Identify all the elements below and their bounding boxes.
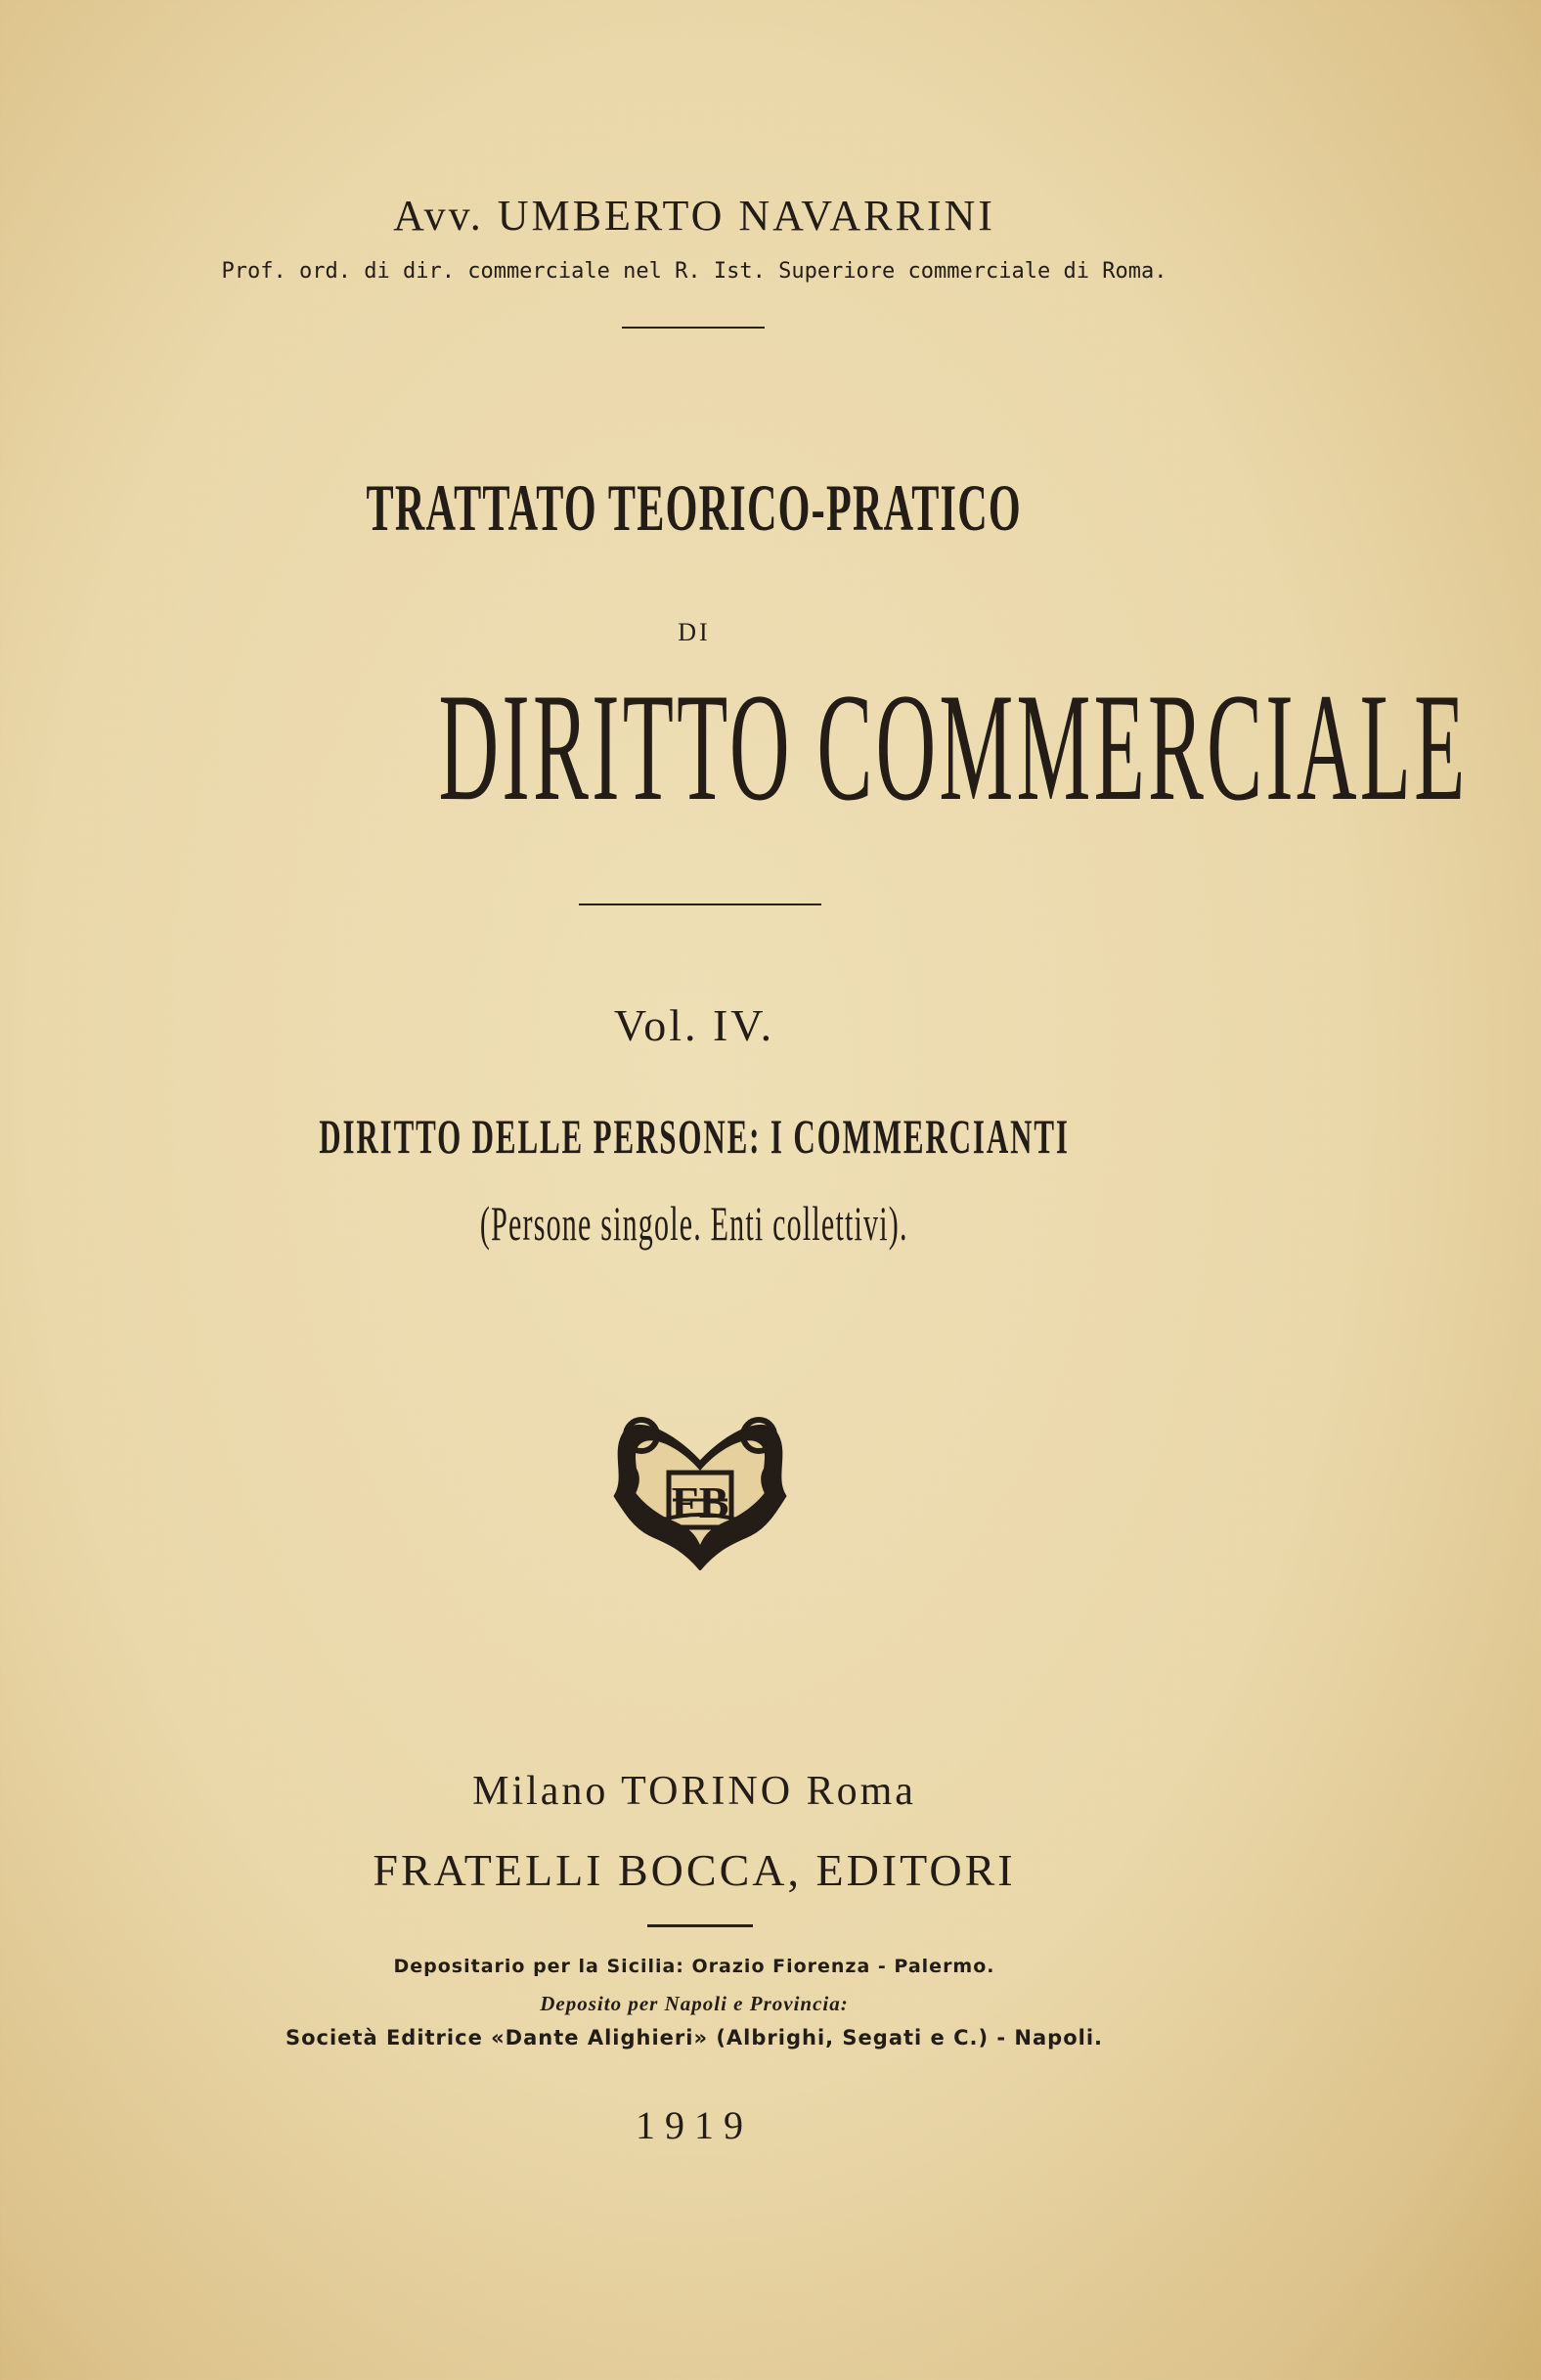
title-connector: DI — [678, 618, 711, 646]
imprint-deposito-heading: Deposito per Napoli e Provincia: — [540, 1992, 849, 2015]
volume-subtitle-parenthetical — [0, 1195, 1388, 1252]
volume-subtitle — [0, 1108, 1388, 1165]
volume-subtitle-text: DIRITTO DELLE PERSONE: I COMMERCIANTI — [319, 1109, 1070, 1164]
author-line — [0, 191, 1388, 241]
printers-device-emblem-icon — [604, 1402, 796, 1570]
imprint-depositario: Depositario per la Sicilia: Orazio Fiorenza - Palermo. — [393, 1956, 995, 1977]
author-affiliation: Prof. ord. di dir. commerciale nel R. Ist. Superiore commerciale di Roma. — [221, 259, 1167, 284]
author-prefix: Avv. — [393, 192, 484, 240]
imprint-cities: Milano TORINO Roma — [472, 1769, 916, 1814]
imprint-deposito-detail: Società Editrice «Dante Alighieri» (Albrighi, Segati e C.) - Napoli. — [285, 2026, 1104, 2049]
divider-rule — [647, 1924, 753, 1927]
volume-subtitle-parenthetical-text: (Persone singole. Enti collettivi). — [480, 1196, 908, 1251]
divider-rule — [579, 904, 821, 905]
main-title-line2 — [0, 662, 1469, 833]
main-title-line2-text: DIRITTO COMMERCIALE — [438, 662, 1469, 833]
main-title-line1 — [0, 469, 1388, 547]
imprint-year: 1919 — [636, 2103, 753, 2147]
divider-rule — [622, 327, 765, 329]
author-name: UMBERTO NAVARRINI — [497, 192, 995, 240]
imprint-publisher: FRATELLI BOCCA, EDITORI — [373, 1845, 1016, 1895]
volume-label: Vol. IV. — [613, 1000, 775, 1050]
main-title-line1-text: TRATTATO TEORICO-PRATICO — [366, 470, 1023, 545]
printers-mark-monogram: FB — [671, 1477, 729, 1527]
